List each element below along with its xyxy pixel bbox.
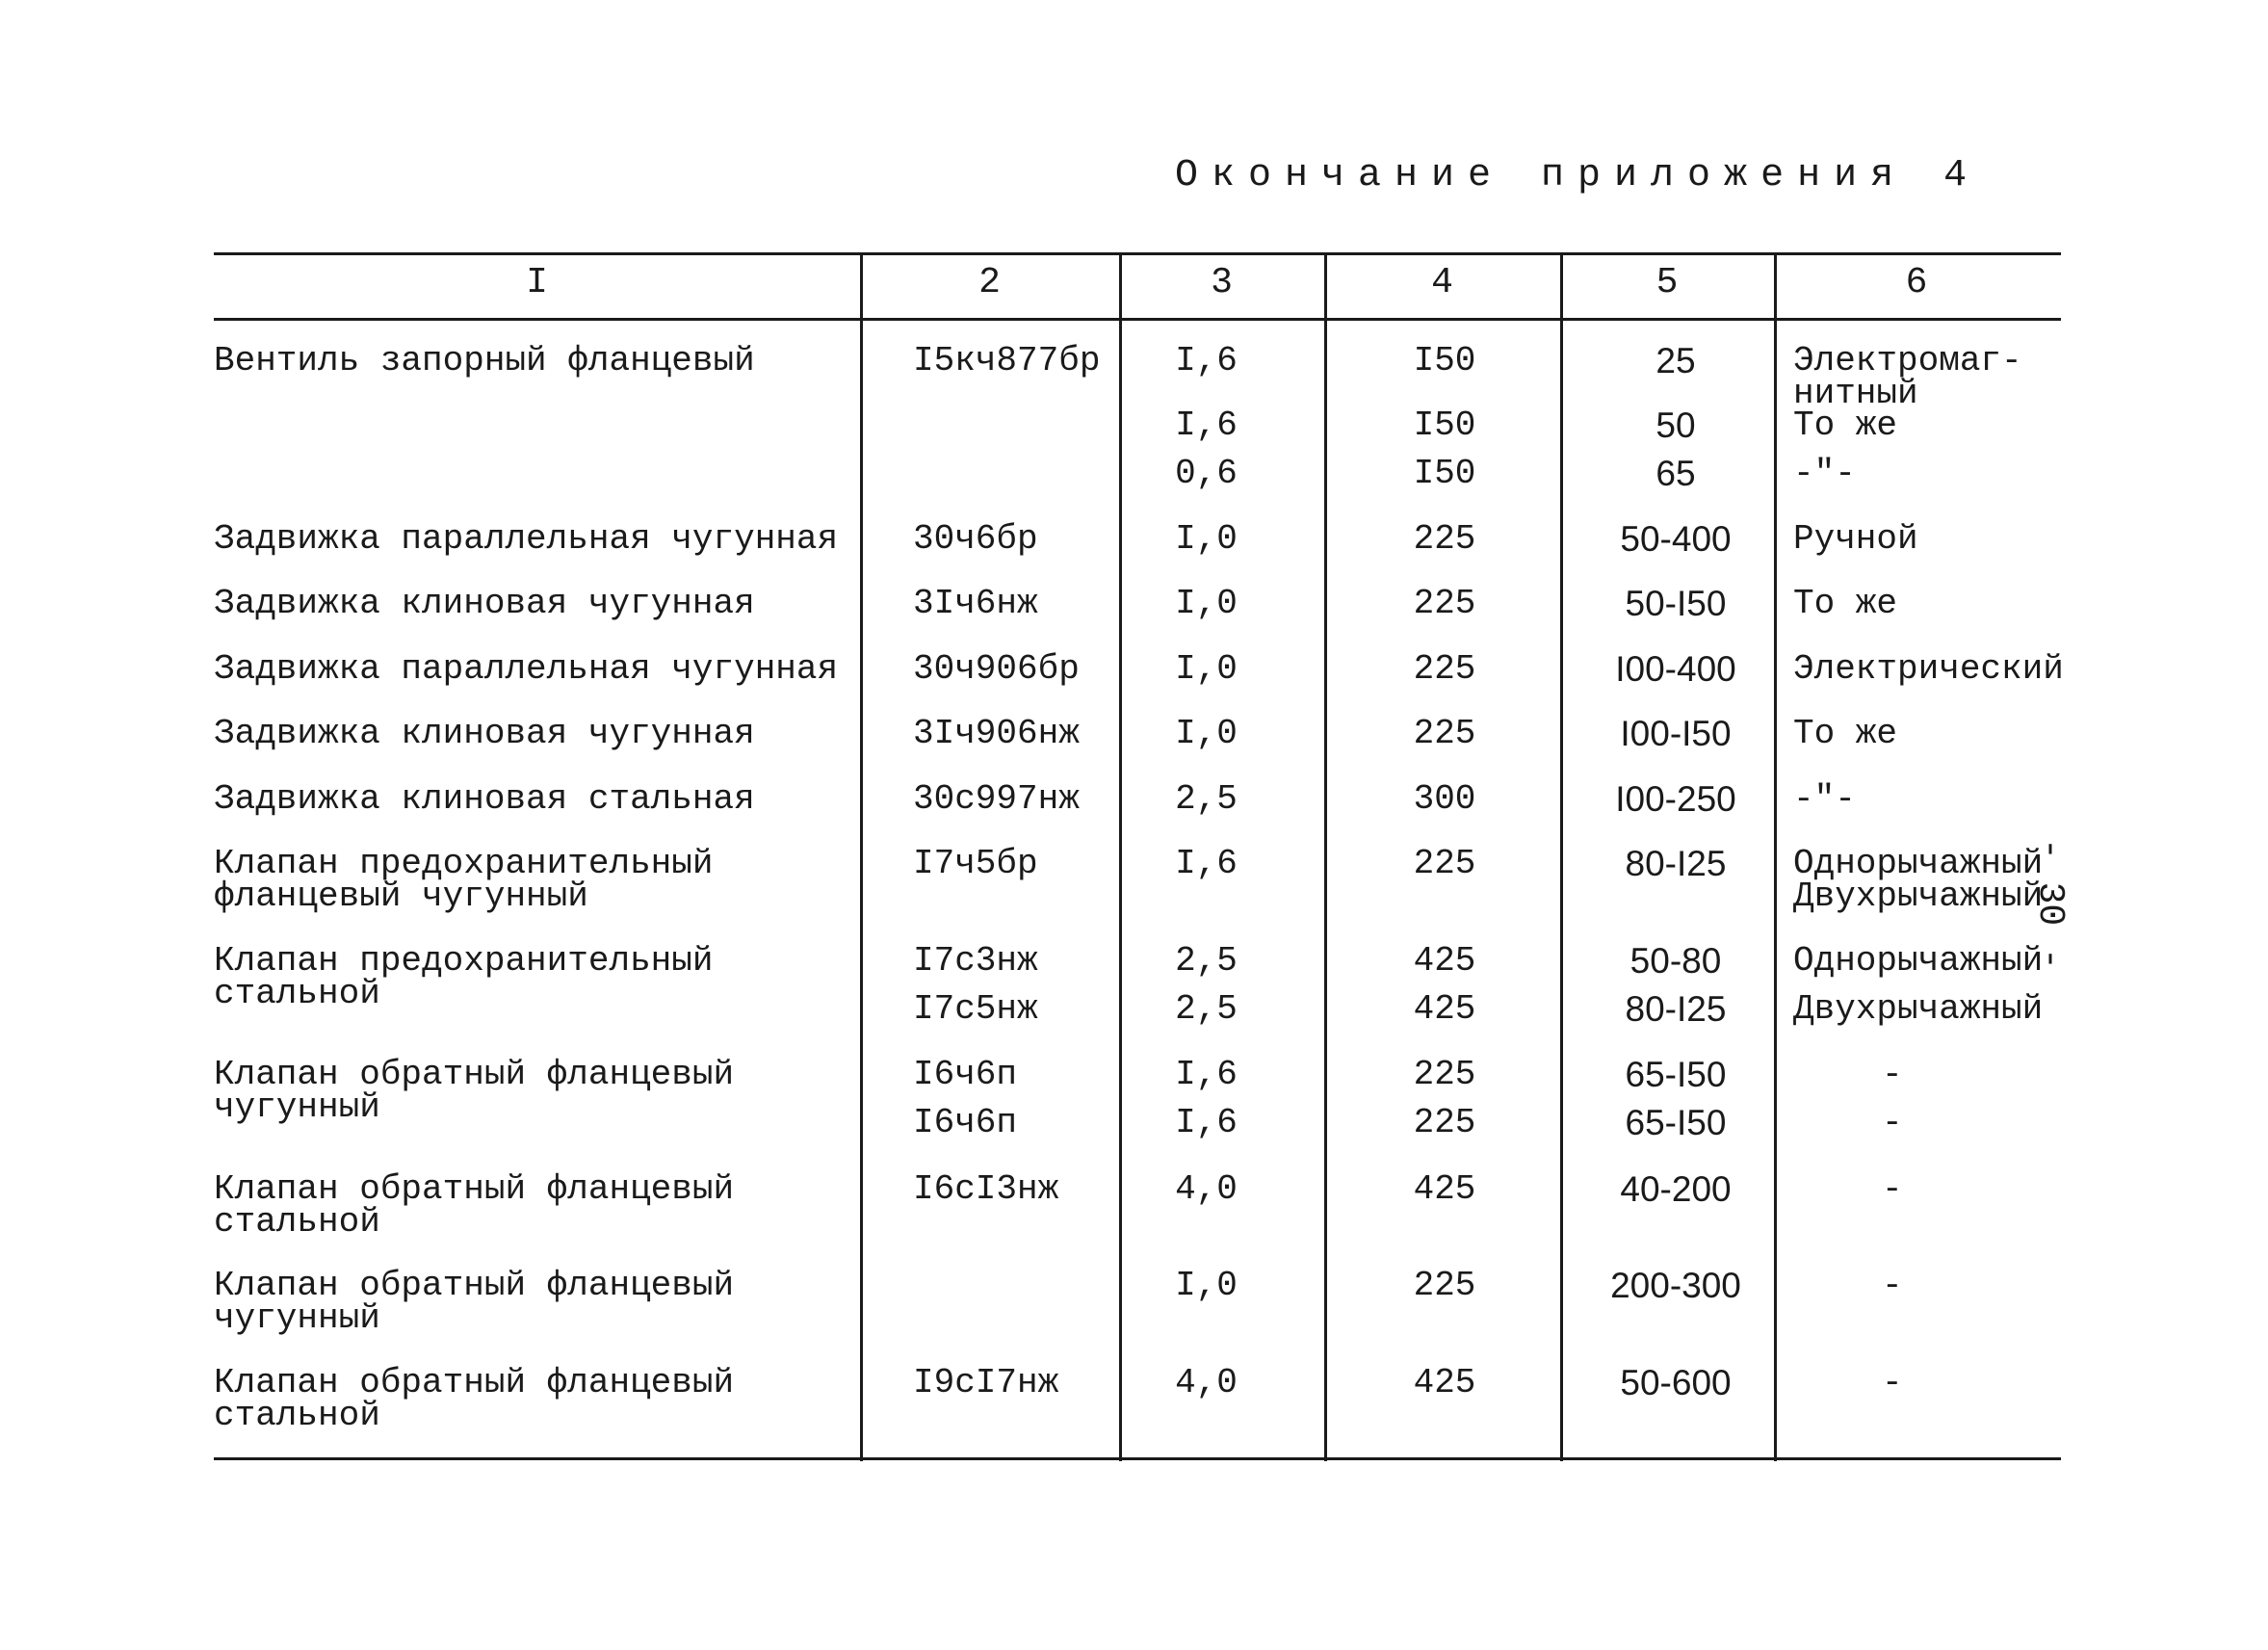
item-temperature: 225 [1413,844,1476,883]
item-drive: То же [1793,714,1898,753]
column-header: 6 [1905,262,1928,303]
item-code: I5кч877бр [913,341,1101,380]
item-drive: Однорычажный [1793,941,2044,981]
column-header: I [526,262,548,303]
item-name: Задвижка параллельная чугунная [214,519,839,559]
item-temperature: 225 [1413,1266,1476,1305]
item-diameter: 65-I50 [1625,1055,1727,1094]
item-diameter: 50 [1655,406,1696,445]
item-drive: Двухрычажный [1793,989,2044,1029]
item-name: Вентиль запорный фланцевый [214,341,755,380]
item-diameter: 80-I25 [1625,989,1727,1029]
item-drive: Однорычажный Двухрычажный [1793,844,2044,916]
item-diameter: 50-400 [1620,519,1732,559]
item-temperature: 225 [1413,714,1476,753]
column-divider [860,252,863,1461]
item-pressure: I,6 [1175,341,1238,380]
item-code: 30ч906бр [913,649,1080,689]
table-top-rule [214,252,2061,255]
item-drive: То же [1793,584,1898,623]
item-drive: - [1882,1363,1903,1402]
item-pressure: I,6 [1175,1055,1238,1094]
item-drive: -"- [1793,454,1856,493]
item-drive: Электромаг- нитный [1793,341,2022,413]
item-pressure: I,6 [1175,1103,1238,1142]
item-drive: Ручной [1793,519,1918,559]
item-pressure: 2,5 [1175,989,1238,1029]
item-temperature: 225 [1413,649,1476,689]
page-number: - 30 - [2029,838,2071,970]
item-code: 3Iч6нж [913,584,1038,623]
item-code: 30с997нж [913,779,1080,819]
item-code: I7с3нж [913,941,1038,981]
item-pressure: I,6 [1175,406,1238,445]
item-code: I6сI3нж [913,1169,1059,1209]
item-diameter: I00-400 [1615,649,1736,689]
item-code: 3Iч906нж [913,714,1080,753]
item-code: I6ч6п [913,1103,1018,1142]
item-code: I9сI7нж [913,1363,1059,1402]
item-drive: То же [1793,406,1898,445]
item-pressure: I,6 [1175,844,1238,883]
item-temperature: 225 [1413,584,1476,623]
item-diameter: 25 [1655,341,1696,380]
item-diameter: 65-I50 [1625,1103,1727,1142]
item-code: 30ч6бр [913,519,1038,559]
item-name: Задвижка параллельная чугунная [214,649,839,689]
item-temperature: I50 [1413,341,1476,380]
item-temperature: 225 [1413,1103,1476,1142]
column-divider [1560,252,1563,1461]
item-code: I7с5нж [913,989,1038,1029]
item-temperature: I50 [1413,406,1476,445]
item-pressure: I,0 [1175,584,1238,623]
column-divider [1324,252,1327,1461]
column-divider [1774,252,1777,1461]
item-name: Клапан обратный фланцевый чугунный [214,1266,735,1338]
item-temperature: 225 [1413,519,1476,559]
item-diameter: 200-300 [1610,1266,1741,1305]
item-drive: -"- [1793,779,1856,819]
item-drive: Электрический [1793,649,2064,689]
item-name: Клапан обратный фланцевый стальной [214,1169,735,1242]
column-header: 2 [978,262,1001,303]
item-pressure: 4,0 [1175,1363,1238,1402]
item-pressure: I,0 [1175,1266,1238,1305]
item-pressure: 0,6 [1175,454,1238,493]
item-name: Клапан обратный фланцевый стальной [214,1363,735,1435]
item-code: I7ч5бр [913,844,1038,883]
item-diameter: I00-I50 [1620,714,1732,753]
item-temperature: 425 [1413,1363,1476,1402]
item-pressure: I,0 [1175,649,1238,689]
header-bottom-rule [214,318,2061,321]
item-name: Задвижка клиновая стальная [214,779,755,819]
item-diameter: 40-200 [1620,1169,1732,1209]
column-header: 5 [1655,262,1679,303]
item-temperature: 425 [1413,941,1476,981]
item-diameter: I00-250 [1615,779,1736,819]
item-temperature: 300 [1413,779,1476,819]
item-diameter: 50-I50 [1625,584,1727,623]
item-code: I6ч6п [913,1055,1018,1094]
item-drive: - [1882,1169,1903,1209]
item-diameter: 50-600 [1620,1363,1732,1402]
item-diameter: 50-80 [1629,941,1722,981]
table-bottom-rule [214,1457,2061,1460]
item-drive: - [1882,1103,1903,1142]
item-pressure: I,0 [1175,714,1238,753]
item-name: Задвижка клиновая чугунная [214,584,755,623]
item-pressure: I,0 [1175,519,1238,559]
item-temperature: I50 [1413,454,1476,493]
item-name: Клапан предохранительный фланцевый чугунный [214,844,714,916]
item-temperature: 425 [1413,1169,1476,1209]
item-temperature: 225 [1413,1055,1476,1094]
item-name: Клапан предохранительный стальной [214,941,714,1013]
item-pressure: 2,5 [1175,779,1238,819]
item-diameter: 65 [1655,454,1696,493]
item-diameter: 80-I25 [1625,844,1727,883]
item-name: Клапан обратный фланцевый чугунный [214,1055,735,1127]
column-header: 4 [1431,262,1453,303]
item-drive: - [1882,1266,1903,1305]
item-pressure: 4,0 [1175,1169,1238,1209]
item-drive: - [1882,1055,1903,1094]
appendix-heading: Окончание приложения 4 [1175,154,1981,197]
item-name: Задвижка клиновая чугунная [214,714,755,753]
item-pressure: 2,5 [1175,941,1238,981]
item-temperature: 425 [1413,989,1476,1029]
column-header: 3 [1211,262,1233,303]
